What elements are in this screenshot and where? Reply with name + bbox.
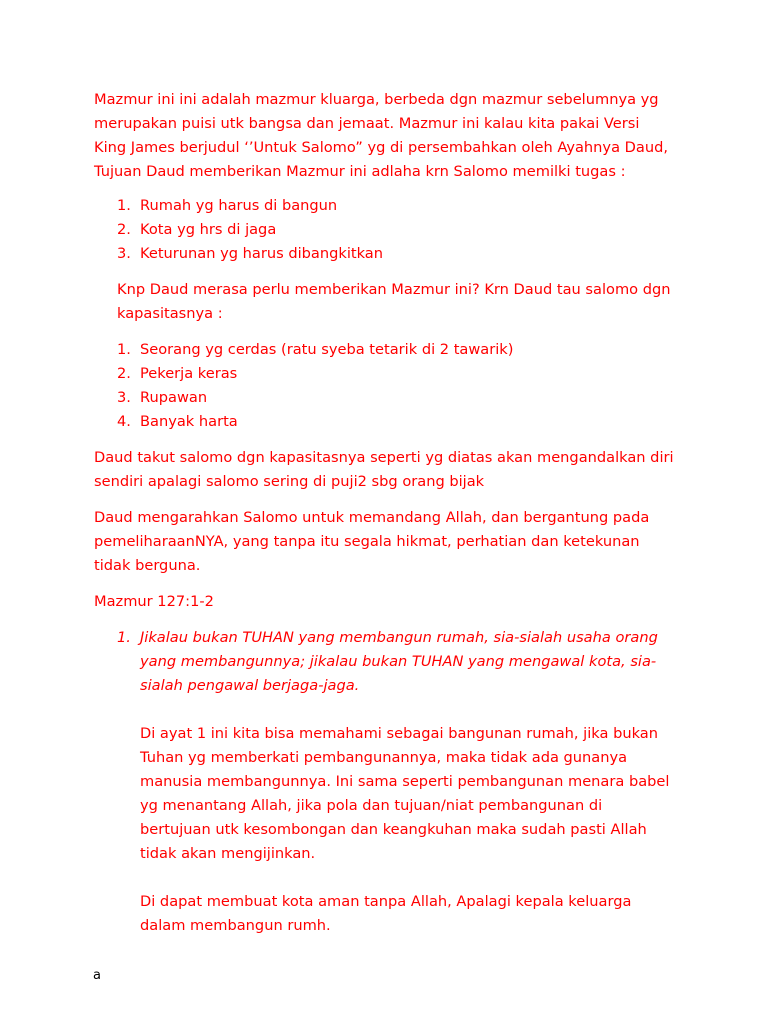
list-item xyxy=(117,242,617,266)
list-text: Kota yg hrs di jaga xyxy=(140,221,277,238)
commentary-line: bertujuan utk kesombongan dan keangkuhan maka sudah pasti Allah xyxy=(140,821,647,838)
list-text: Pekerja keras xyxy=(140,365,238,382)
intro-line: Mazmur ini ini adalah mazmur kluarga, berbeda dgn mazmur sebelumnya yg xyxy=(94,91,659,108)
verse-line: Jikalau bukan TUHAN yang membangun rumah, sia-sialah usaha orang xyxy=(140,629,658,646)
list-number: 3. xyxy=(117,389,131,406)
verse-line: sialah pengawal berjaga-jaga. xyxy=(140,677,360,694)
intro-line: Tujuan Daud memberikan Mazmur ini adlaha krn Salomo memilki tugas : xyxy=(94,163,626,180)
intro-paragraph xyxy=(94,88,694,184)
list-text: Rumah yg harus di bangun xyxy=(140,197,338,214)
commentary-line: Tuhan yg memberkati pembangunannya, maka tidak ada gunanya xyxy=(140,749,628,766)
fear-line: sendiri apalagi salomo sering di puji2 sbg orang bijak xyxy=(94,473,485,490)
question-line: kapasitasnya : xyxy=(117,305,223,322)
commentary-line: Di ayat 1 ini kita bisa memahami sebagai bangunan rumah, jika bukan xyxy=(140,725,658,742)
question-line: Knp Daud merasa perlu memberikan Mazmur ini? Krn Daud tau salomo dgn xyxy=(117,281,671,298)
commentary-line: Di dapat membuat kota aman tanpa Allah, Apalagi kepala keluarga xyxy=(140,893,632,910)
verse-number: 1. xyxy=(117,629,131,646)
direction-line: Daud mengarahkan Salomo untuk memandang Allah, dan bergantung pada xyxy=(94,509,650,526)
tasks-list xyxy=(117,194,617,266)
verse-line: yang membangunnya; jikalau bukan TUHAN yang mengawal kota, sia- xyxy=(140,653,657,670)
verse-block xyxy=(117,626,677,698)
list-item xyxy=(117,194,617,218)
direction-paragraph xyxy=(94,506,694,578)
list-number: 1. xyxy=(117,341,131,358)
list-number: 4. xyxy=(117,413,131,430)
list-text: Seorang yg cerdas (ratu syeba tetarik di 2 tawarik) xyxy=(140,341,514,358)
commentary-line: manusia membangunnya. Ini sama seperti pembangunan menara babel xyxy=(140,773,670,790)
commentary-block xyxy=(117,722,677,866)
list-text: Keturunan yg harus dibangkitkan xyxy=(140,245,383,262)
list-number: 1. xyxy=(117,197,131,214)
list-number: 2. xyxy=(117,221,131,238)
list-number: 2. xyxy=(117,365,131,382)
question-paragraph xyxy=(117,278,717,326)
direction-line: pemeliharaanNYA, yang tanpa itu segala hikmat, perhatian dan ketekunan xyxy=(94,533,640,550)
list-text: Rupawan xyxy=(140,389,208,406)
list-item xyxy=(117,218,617,242)
capacity-list xyxy=(117,338,617,434)
list-item xyxy=(117,362,617,386)
direction-line: tidak berguna. xyxy=(94,557,201,574)
scripture-heading: Mazmur 127:1-2 xyxy=(94,593,214,610)
list-item xyxy=(117,338,617,362)
fear-paragraph xyxy=(94,446,694,494)
fear-line: Daud takut salomo dgn kapasitasnya seperti yg diatas akan mengandalkan diri xyxy=(94,449,674,466)
commentary-line: yg menantang Allah, jika pola dan tujuan/niat pembangunan di xyxy=(140,797,603,814)
list-text: Banyak harta xyxy=(140,413,238,430)
page-footer-mark: a xyxy=(93,968,101,983)
commentary-line: tidak akan mengijinkan. xyxy=(140,845,316,862)
commentary-block xyxy=(117,890,677,938)
intro-line: merupakan puisi utk bangsa dan jemaat. Mazmur ini kalau kita pakai Versi xyxy=(94,115,640,132)
list-item xyxy=(117,410,617,434)
commentary-line: dalam membangun rumh. xyxy=(140,917,331,934)
list-number: 3. xyxy=(117,245,131,262)
intro-line: King James berjudul ‘’Untuk Salomo” yg di persembahkan oleh Ayahnya Daud, xyxy=(94,139,668,156)
list-item xyxy=(117,386,617,410)
